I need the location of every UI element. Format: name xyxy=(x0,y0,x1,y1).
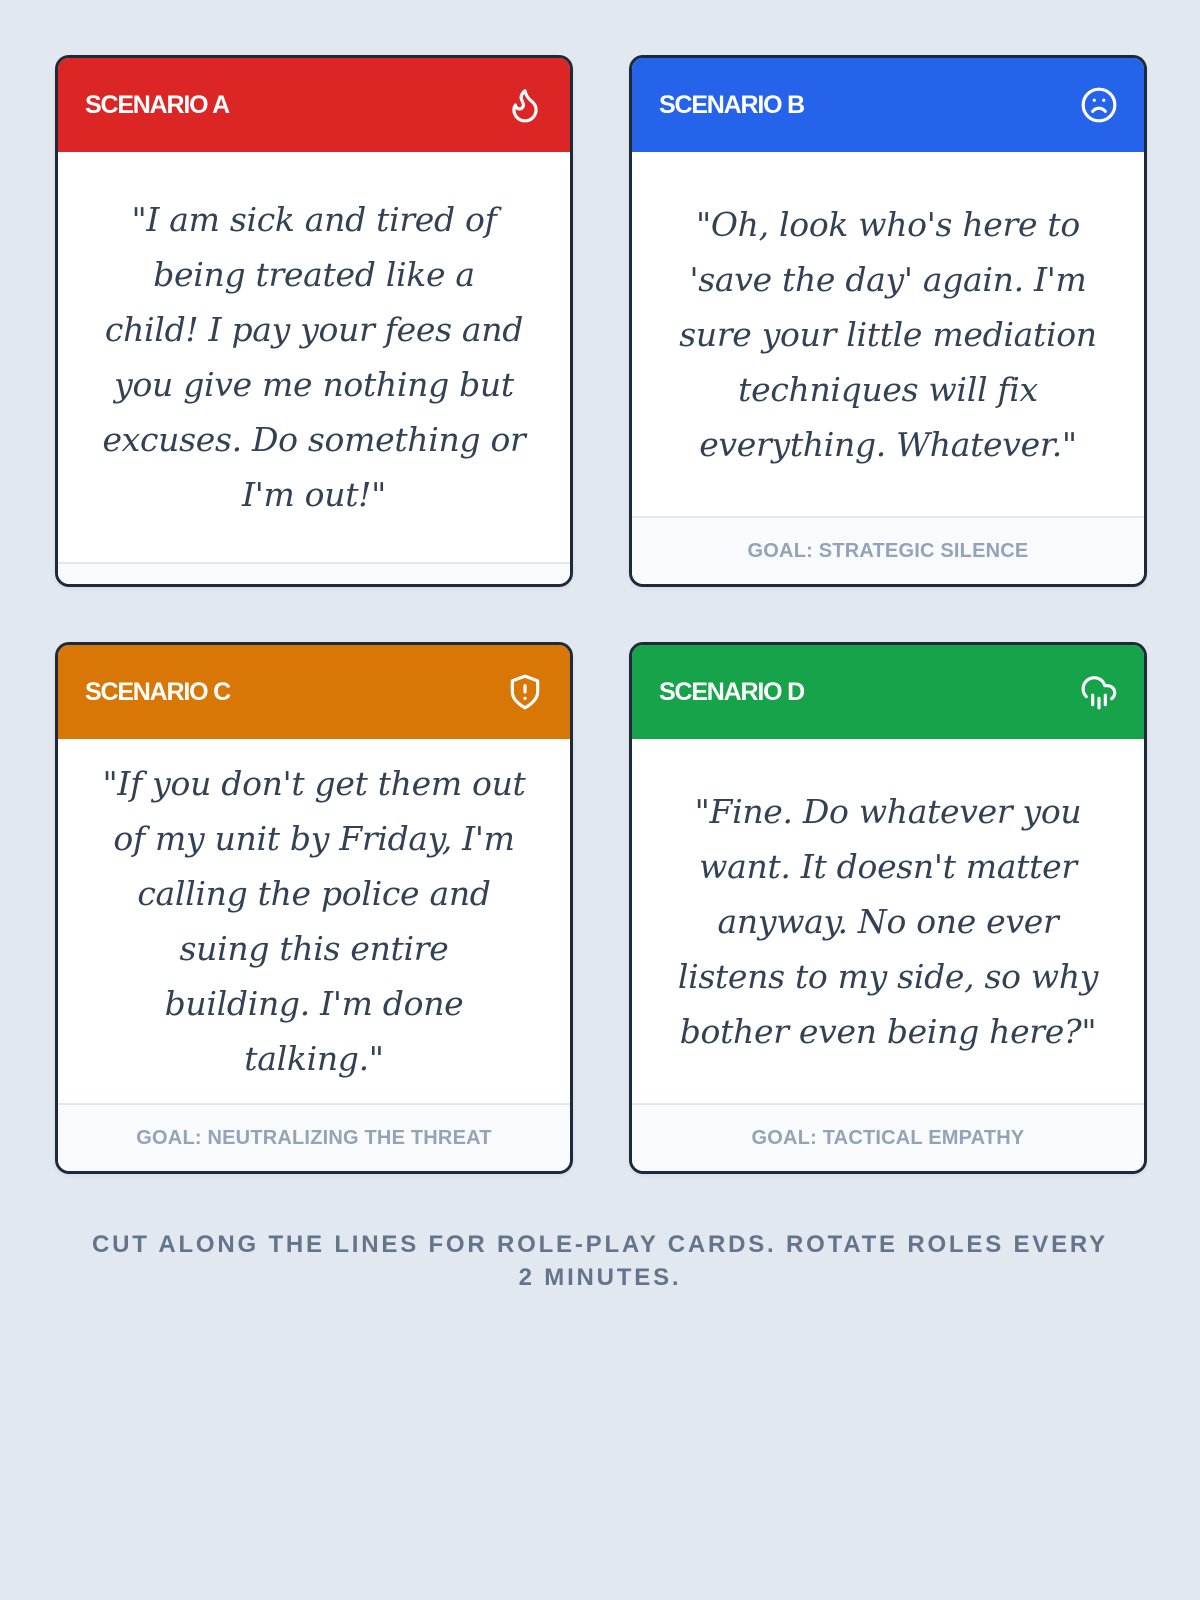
instructions-note: CUT ALONG THE LINES FOR ROLE-PLAY CARDS. ROTATE ROLES EVERY 2 MINUTES. xyxy=(92,1231,1108,1291)
scenario-card-grid xyxy=(55,55,1147,1174)
scenario-quote: "Oh, look who's here to 'save the day' again. I'm sure your little mediation techniques will fix everything. Whatever." xyxy=(679,204,1097,464)
scenario-quote: "I am sick and tired of being treated like a child! I pay your fees and you give me nothing but excuses. Do something or I'm out!" xyxy=(102,200,526,514)
card-title: SCENARIO D xyxy=(659,677,804,706)
scenario-card-a xyxy=(55,55,573,587)
card-body xyxy=(58,739,570,1103)
flame-icon xyxy=(506,86,544,124)
scenario-card-b xyxy=(629,55,1147,587)
card-title: SCENARIO C xyxy=(85,677,230,706)
goal-label: GOAL: TACTICAL EMPATHY xyxy=(751,1126,1025,1149)
card-title: SCENARIO A xyxy=(85,90,230,119)
card-footer xyxy=(632,516,1144,584)
scenario-card-c xyxy=(55,642,573,1174)
scenario-quote: "If you don't get them out of my unit by Friday, I'm calling the police and suing this entire building. I'm done talking." xyxy=(102,764,526,1078)
card-title: SCENARIO B xyxy=(659,90,804,119)
card-footer xyxy=(58,562,570,584)
shield-alert-icon xyxy=(506,673,544,711)
card-header xyxy=(632,645,1144,739)
card-footer xyxy=(58,1103,570,1171)
goal-label: GOAL: NEUTRALIZING THE THREAT xyxy=(136,1126,492,1149)
card-header xyxy=(632,58,1144,152)
card-body xyxy=(58,152,570,562)
card-footer xyxy=(632,1103,1144,1171)
cloud-rain-icon xyxy=(1080,673,1118,711)
scenario-card-d xyxy=(629,642,1147,1174)
scenario-quote: "Fine. Do whatever you want. It doesn't matter anyway. No one ever listens to my side, so why bother even being here?" xyxy=(677,791,1099,1051)
card-header xyxy=(58,58,570,152)
card-body xyxy=(632,739,1144,1103)
card-header xyxy=(58,645,570,739)
goal-label: GOAL: STRATEGIC SILENCE xyxy=(747,539,1029,562)
frown-face-icon xyxy=(1080,86,1118,124)
card-body xyxy=(632,152,1144,516)
